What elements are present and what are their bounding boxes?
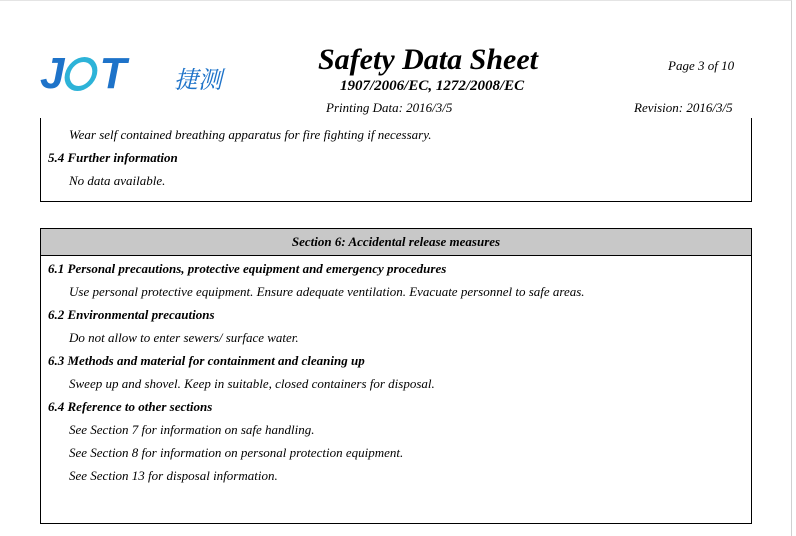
- revision-date: Revision: 2016/3/5: [634, 100, 733, 115]
- heading-6-4: 6.4 Reference to other sections: [48, 399, 213, 414]
- company-logo: [40, 49, 240, 102]
- section-6-header: Section 6: Accidental release measures: [41, 229, 751, 256]
- text-6-4b: See Section 8 for information on personal protection equipment.: [69, 445, 404, 460]
- heading-6-1: 6.1 Personal precautions, protective equipment and emergency procedures: [48, 261, 447, 276]
- document-header: [0, 0, 796, 118]
- text-6-4a: See Section 7 for information on safe handling.: [69, 422, 315, 437]
- logo-latin-text: J T: [40, 49, 126, 98]
- page-number: Page 3 of 10: [668, 58, 735, 73]
- logo-chinese-text: 捷测: [174, 66, 222, 94]
- text-6-4c: See Section 13 for disposal information.: [69, 468, 278, 483]
- text-6-2: Do not allow to enter sewers/ surface water.: [69, 330, 299, 345]
- document-title: Safety Data Sheet: [318, 43, 538, 76]
- section-5-continuation: [40, 118, 752, 202]
- text-6-1: Use personal protective equipment. Ensure adequate ventilation. Evacuate personnel to safe areas.: [69, 284, 585, 299]
- logo-ring-icon: [62, 57, 101, 91]
- heading-5-4: 5.4 Further information: [48, 150, 178, 165]
- text-6-3: Sweep up and shovel. Keep in suitable, closed containers for disposal.: [69, 376, 435, 391]
- printing-date: Printing Data: 2016/3/5: [326, 100, 453, 115]
- heading-6-3: 6.3 Methods and material for containment and cleaning up: [48, 353, 365, 368]
- heading-6-2: 6.2 Environmental precautions: [48, 307, 215, 322]
- text-5-3: Wear self contained breathing apparatus for fire fighting if necessary.: [69, 127, 432, 142]
- text-5-4: No data available.: [69, 173, 166, 188]
- regulation-line: 1907/2006/EC, 1272/2008/EC: [340, 78, 525, 94]
- section-6-box: [40, 228, 752, 524]
